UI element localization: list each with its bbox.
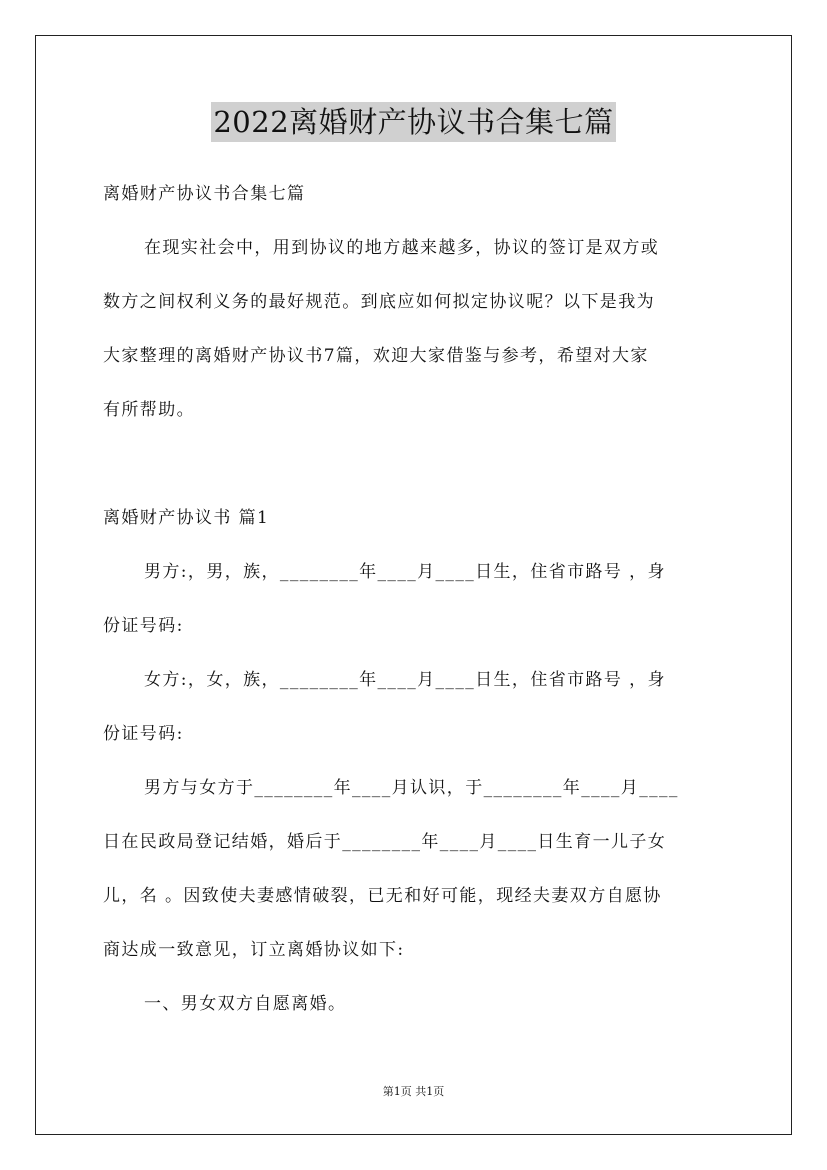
body-line: 日在民政局登记结婚，婚后于________年____月____日生育一儿子女 <box>103 832 667 852</box>
page-footer: 第1页 共1页 <box>382 1085 445 1098</box>
body-line: 份证号码: <box>103 616 184 636</box>
intro-paragraph-line: 大家整理的离婚财产协议书7篇，欢迎大家借鉴与参考，希望对大家 <box>103 346 649 366</box>
intro-paragraph-line: 在现实社会中，用到协议的地方越来越多，协议的签订是双方或 <box>144 238 660 258</box>
body-line: 一、男女双方自愿离婚。 <box>144 994 347 1014</box>
document-subtitle: 离婚财产协议书合集七篇 <box>103 184 306 204</box>
intro-paragraph-line: 有所帮助。 <box>103 400 195 420</box>
document-title: 2022离婚财产协议书合集七篇 <box>211 102 615 142</box>
body-line: 份证号码: <box>103 724 184 744</box>
body-line: 商达成一致意见，订立离婚协议如下: <box>103 940 405 960</box>
body-line: 男方:，男，族，________年____月____日生，住省市路号 ，身 <box>144 562 666 582</box>
body-line: 女方:，女，族，________年____月____日生，住省市路号 ，身 <box>144 670 666 690</box>
intro-paragraph-line: 数方之间权利义务的最好规范。到底应如何拟定协议呢？以下是我为 <box>103 292 655 312</box>
body-line: 儿，名 。因致使夫妻感情破裂，已无和好可能，现经夫妻双方自愿协 <box>103 886 662 906</box>
section-heading: 离婚财产协议书 篇1 <box>103 508 270 528</box>
title-container <box>0 102 827 142</box>
body-line: 男方与女方于________年____月认识，于________年____月____ <box>144 778 679 798</box>
